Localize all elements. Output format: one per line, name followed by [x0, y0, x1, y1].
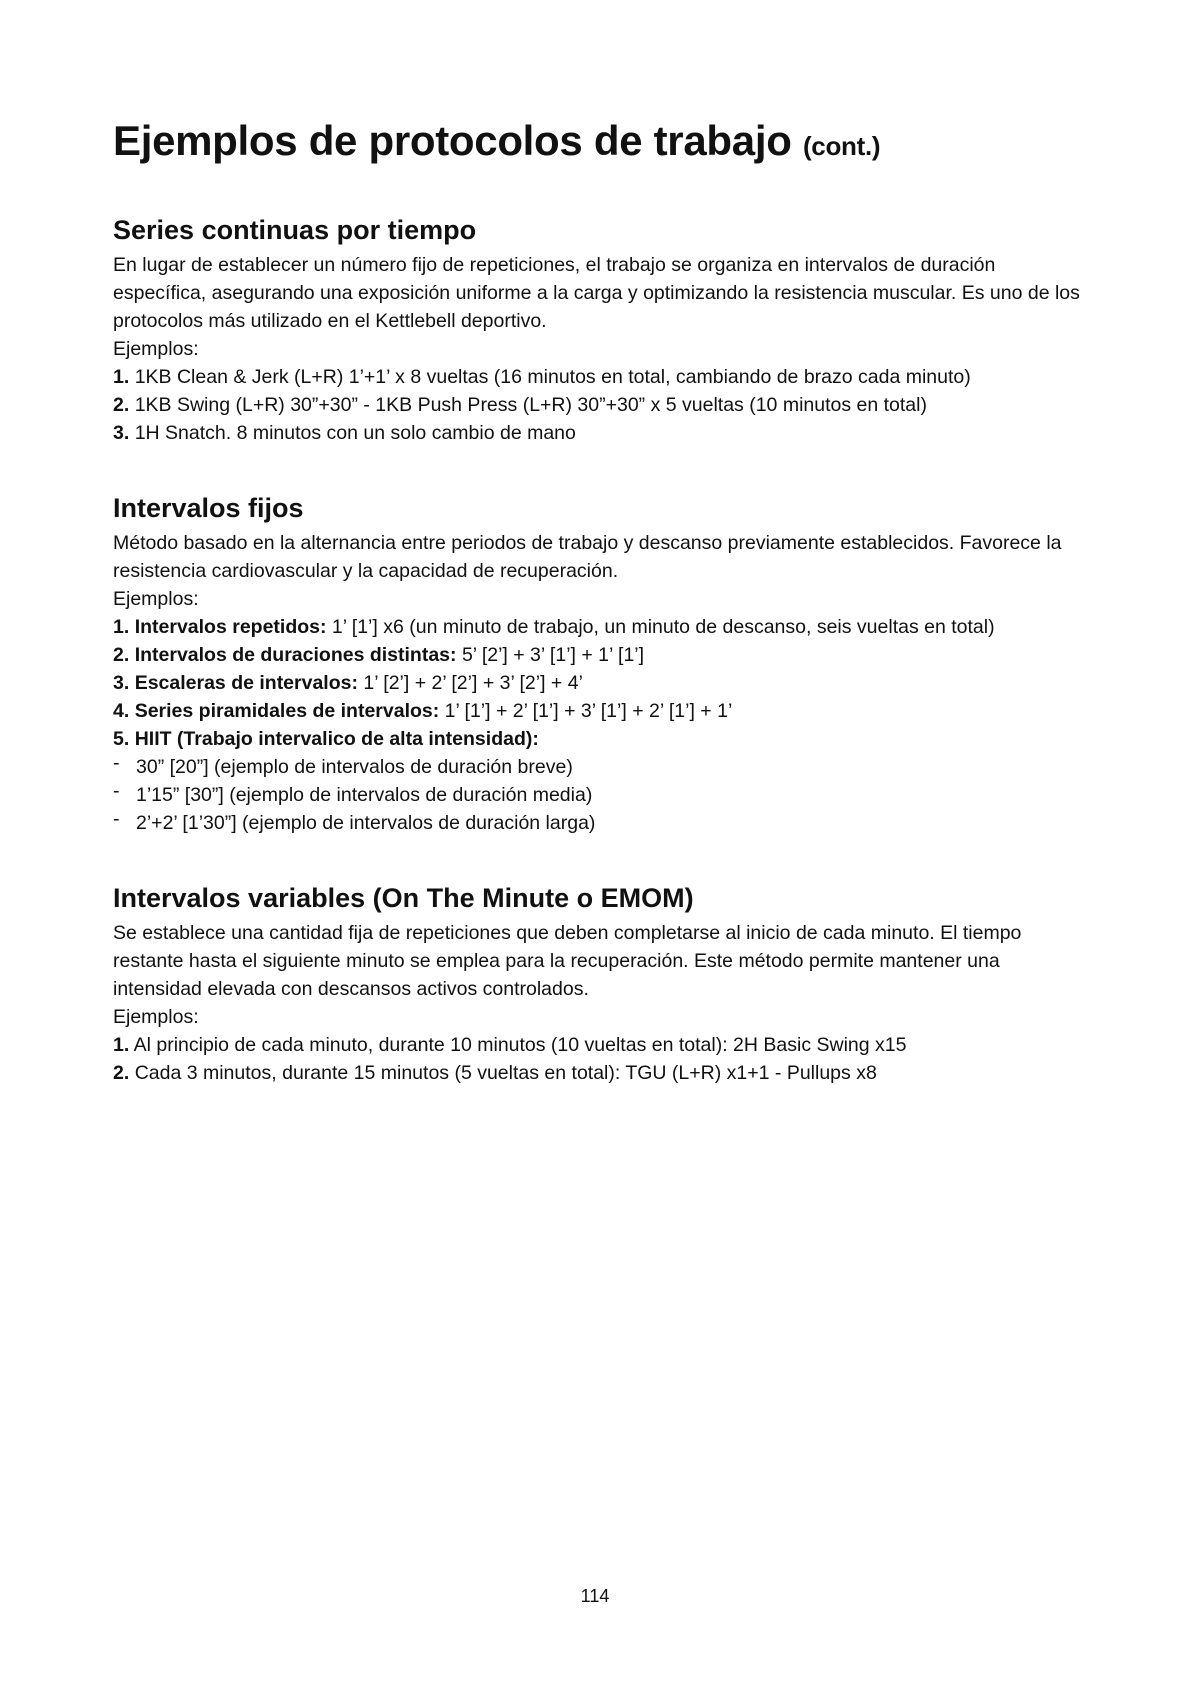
examples-list: [113, 1031, 1088, 1087]
list-item: [113, 1059, 1088, 1087]
item-number: 4.: [113, 700, 130, 722]
item-number: 1.: [113, 1034, 130, 1056]
section-heading: Series continuas por tiempo: [113, 215, 477, 245]
list-item: [113, 363, 1088, 391]
sublist-item: [113, 753, 1088, 781]
item-lead: HIIT (Trabajo intervalico de alta intensidad):: [134, 728, 539, 750]
section-heading: Intervalos variables (On The Minute o EMOM): [113, 883, 694, 913]
section-intervalos-fijos: [113, 491, 1088, 837]
list-item: [113, 1031, 1088, 1059]
item-text: 1KB Swing (L+R) 30”+30” - 1KB Push Press (L+R) 30”+30” x 5 vueltas (10 minutos en total): [134, 394, 927, 416]
item-text: 1’ [2’] + 2’ [2’] + 3’ [2’] + 4’: [363, 672, 583, 694]
dash-bullet: -: [113, 808, 120, 830]
page-title: [113, 112, 1088, 175]
section-body: Método basado en la alternancia entre periodos de trabajo y descanso previamente establecidos. Favorece la resistencia cardiovascular y la capacidad de recuperación.: [113, 532, 1062, 582]
item-text: Al principio de cada minuto, durante 10 minutos (10 vueltas en total): 2H Basic Swing x15: [133, 1034, 907, 1056]
item-number: 3.: [113, 422, 130, 444]
item-lead: Series piramidales de intervalos:: [134, 700, 440, 722]
item-lead: Escaleras de intervalos:: [134, 672, 358, 694]
sublist-item: [113, 809, 1088, 837]
item-text: 1’ [1’] x6 (un minuto de trabajo, un minuto de descanso, seis vueltas en total): [331, 616, 995, 638]
list-item: [113, 391, 1088, 419]
item-lead: Intervalos repetidos:: [134, 616, 327, 638]
section-series-continuas: [113, 213, 1088, 447]
item-text: 30” [20”] (ejemplo de intervalos de duración breve): [136, 756, 573, 778]
section-body: En lugar de establecer un número fijo de repeticiones, el trabajo se organiza en intervalos de duración específica, asegurando una exposición uniforme a la carga y optimizando la resistencia muscular. Es uno de los protocolos más utilizado en el Kettlebell deportivo.: [113, 254, 1080, 332]
sublist-item: [113, 781, 1088, 809]
hiit-sublist: [113, 753, 1088, 837]
item-number: 2.: [113, 1062, 130, 1084]
page-title-suffix: (cont.): [802, 131, 881, 161]
item-text: 1KB Clean & Jerk (L+R) 1’+1’ x 8 vueltas (16 minutos en total, cambiando de brazo cada minuto): [134, 366, 971, 388]
item-text: 1’ [1’] + 2’ [1’] + 3’ [1’] + 2’ [1’] + 1’: [444, 700, 733, 722]
examples-list: [113, 613, 1088, 753]
item-number: 2.: [113, 394, 130, 416]
item-number: 1.: [113, 616, 130, 638]
page-number: 114: [580, 1586, 610, 1606]
item-number: 5.: [113, 728, 130, 750]
item-number: 3.: [113, 672, 130, 694]
item-number: 1.: [113, 366, 130, 388]
examples-label: Ejemplos:: [113, 338, 199, 360]
section-body: Se establece una cantidad fija de repeticiones que deben completarse al inicio de cada minuto. El tiempo restante hasta el siguiente minuto se emplea para la recuperación. Este método permite mantener una intensidad elevada con descansos activos controlados.: [113, 922, 1022, 1000]
list-item: [113, 641, 1088, 669]
document-page: [113, 112, 1088, 1087]
list-item: [113, 613, 1088, 641]
examples-list: [113, 363, 1088, 447]
item-lead: Intervalos de duraciones distintas:: [134, 644, 457, 666]
item-number: 2.: [113, 644, 130, 666]
item-text: 1’15” [30”] (ejemplo de intervalos de duración media): [136, 784, 593, 806]
item-text: 5’ [2’] + 3’ [1’] + 1’ [1’]: [461, 644, 645, 666]
dash-bullet: -: [113, 780, 120, 802]
list-item: [113, 697, 1088, 725]
dash-bullet: -: [113, 752, 120, 774]
item-text: 2’+2’ [1’30”] (ejemplo de intervalos de duración larga): [136, 812, 596, 834]
list-item: [113, 669, 1088, 697]
page-title-main: Ejemplos de protocolos de trabajo: [113, 117, 792, 164]
item-text: Cada 3 minutos, durante 15 minutos (5 vueltas en total): TGU (L+R) x1+1 - Pullups x8: [134, 1062, 877, 1084]
list-item: [113, 725, 1088, 753]
examples-label: Ejemplos:: [113, 1006, 199, 1028]
list-item: [113, 419, 1088, 447]
item-text: 1H Snatch. 8 minutos con un solo cambio de mano: [134, 422, 576, 444]
section-intervalos-variables: [113, 881, 1088, 1087]
examples-label: Ejemplos:: [113, 588, 199, 610]
section-heading: Intervalos fijos: [113, 493, 304, 523]
